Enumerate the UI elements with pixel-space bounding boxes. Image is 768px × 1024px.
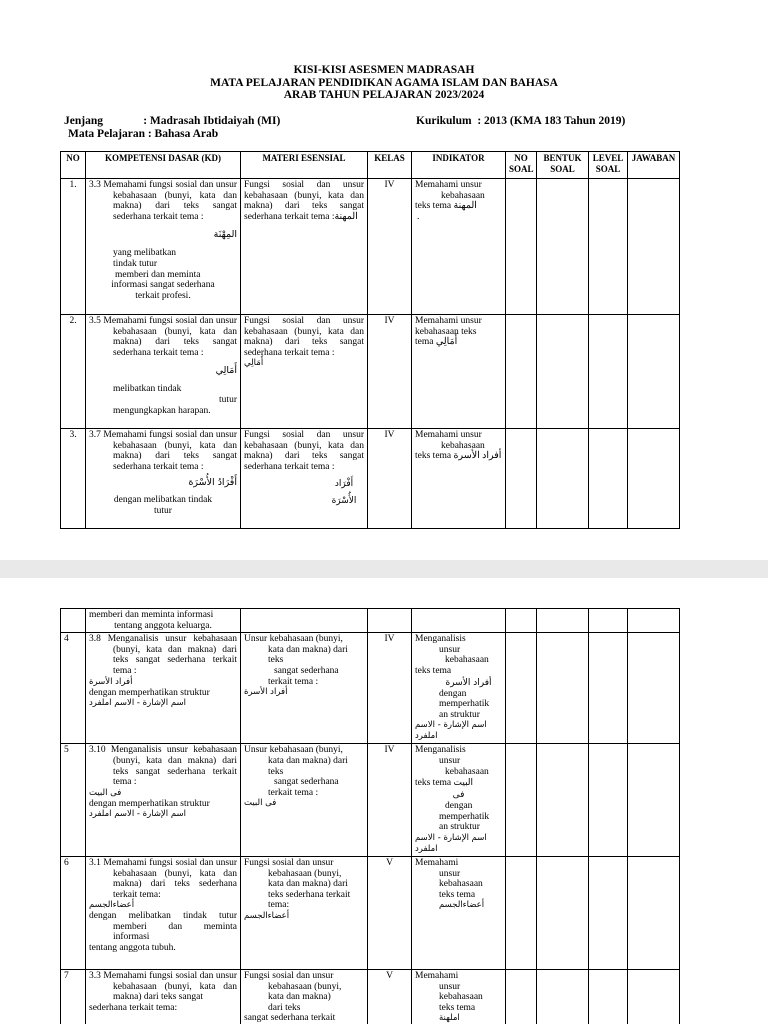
kd-arabic: أَفْرَادُ الأُسْرَة <box>188 477 237 489</box>
row-number: 6 <box>61 856 86 969</box>
kelas-cell: IV <box>368 315 412 429</box>
indikator-cell: Menganalisis unsur kebahasaan teks tema أفراد الأسرة dengan memperhatik an struktur اسم الإشارة - الاسم املفرد <box>412 633 506 744</box>
table-row <box>61 315 680 429</box>
kd-arabic: أعضاءالجسم <box>89 900 135 911</box>
table-row <box>61 969 680 1024</box>
kisi-kisi-table-page-1 <box>60 151 680 529</box>
kisi-kisi-table-page-2 <box>60 608 680 1024</box>
col-header-kd: KOMPETENSI DASAR (KD) <box>86 152 241 179</box>
materi-arabic: أَفْرَاد <box>334 479 354 490</box>
kelas-cell: IV <box>368 429 412 529</box>
kd-tail: mengungkapkan harapan. <box>113 405 211 416</box>
jawaban-cell <box>628 179 680 315</box>
bentuk-soal-cell <box>537 315 589 429</box>
kd-tail: tutur <box>219 394 237 405</box>
row-number: 1. <box>61 179 86 315</box>
page-gap <box>0 560 768 578</box>
level-soal-cell <box>589 429 628 529</box>
kurikulum-label: Kurikulum : 2013 (KMA 183 Tahun 2019) <box>416 115 626 127</box>
jawaban-cell <box>628 315 680 429</box>
materi-cell: Fungsi sosial dan unsur kebahasaan (bunyi, kata dan makna) dari teks sangat sederhana terkait tema : أَمَالِي <box>241 315 368 429</box>
table-header-row <box>61 152 680 179</box>
row-number: 7 <box>61 969 86 1024</box>
no-soal-cell <box>506 429 537 529</box>
col-header-no: NO <box>61 152 86 179</box>
jawaban-cell <box>628 429 680 529</box>
indikator-cell: Menganalisis unsur kebahasaan teks tema البيت فى dengan memperhatik an struktur اسم الإشارة - الاسم املفرد <box>412 744 506 857</box>
document-title-line-3: ARAB TAHUN PELAJARAN 2023/2024 <box>283 89 485 101</box>
kd-tail: melibatkan tindak <box>113 384 182 395</box>
kelas-cell: IV <box>368 633 412 744</box>
bentuk-soal-cell <box>537 429 589 529</box>
kd-arabic: أَمَالِي <box>215 365 237 377</box>
table-row <box>61 429 680 529</box>
col-header-no-soal: NO SOAL <box>506 152 537 179</box>
table-row <box>61 856 680 969</box>
kd-tail: yang melibatkan <box>113 248 177 259</box>
materi-cell: Fungsi sosial dan unsur kebahasaan (bunyi, kata dan makna) dari teks sangat sederhana terkait tema :المهنة <box>241 179 368 315</box>
indikator-cell: Memahami unsur kebahasaan teks tema املهنة <box>412 969 506 1024</box>
no-soal-cell <box>506 315 537 429</box>
materi-cell: Unsur kebahasaan (bunyi, kata dan makna) dari teks sangat sederhana terkait tema : فى البيت <box>241 744 368 857</box>
col-header-kelas: KELAS <box>368 152 412 179</box>
kelas-cell: IV <box>368 744 412 857</box>
table-row-continuation <box>61 609 680 633</box>
col-header-jawaban: JAWABAN <box>628 152 680 179</box>
row-number: 3. <box>61 429 86 529</box>
document-title-line-2: MATA PELAJARAN PENDIDIKAN AGAMA ISLAM DAN BAHASA <box>210 77 558 89</box>
kd-tail: dengan melibatkan tindak <box>113 495 213 506</box>
no-soal-cell <box>506 179 537 315</box>
kelas-cell: V <box>368 856 412 969</box>
kd-arabic: أفراد الأسرة <box>89 676 133 687</box>
materi-arabic: أَمَالِي <box>244 358 264 369</box>
table-row <box>61 744 680 857</box>
indikator-cell: Memahami unsur kebahasaan teks tema أفراد الأسرة <box>412 429 506 529</box>
document-title-line-1: KISI-KISI ASESMEN MADRASAH <box>293 64 475 76</box>
jenjang-label: Jenjang : Madrasah Ibtidaiyah (MI) <box>64 115 281 127</box>
kd-tail: terkait profesi. <box>135 290 191 301</box>
materi-arabic: أفراد الأسرة <box>244 687 288 698</box>
materi-cell: Fungsi sosial dan unsur kebahasaan (bunyi, kata dan makna) dari teks sederhana terkait tema: أعضاءالجسم <box>241 856 368 969</box>
kd-arabic: المِهْنَة <box>213 229 237 241</box>
col-header-bentuk-soal: BENTUK SOAL <box>537 152 589 179</box>
kd-tail: tindak tutur <box>113 258 158 269</box>
kd-cell <box>86 429 241 529</box>
row-number: 5 <box>61 744 86 857</box>
kd-tail: informasi sangat sederhana <box>111 280 215 291</box>
kd-text: 3.5 Memahami fungsi sosial dan unsur kebahasaan (bunyi, kata dan makna) dari teks sangat sederhana terkait tema : <box>89 316 237 358</box>
materi-arabic: أعضاءالجسم <box>244 910 290 921</box>
kd-cell <box>86 179 241 315</box>
row-number: 4 <box>61 633 86 744</box>
kd-cell <box>86 315 241 429</box>
level-soal-cell <box>589 315 628 429</box>
materi-cell: Fungsi sosial dan unsur kebahasaan (bunyi, kata dan makna) dari teks sangat sederhana terkait tema : أَفْرَاد الأُسْرَة <box>241 429 368 529</box>
kd-text: 3.3 Memahami fungsi sosial dan unsur kebahasaan (bunyi, kata dan makna) dari teks sangat sederhana terkait tema : <box>89 180 237 222</box>
indikator-cell: Memahami unsur kebahasaan teks tema أعضاءالجسم <box>412 856 506 969</box>
col-header-level-soal: LEVEL SOAL <box>589 152 628 179</box>
kd-arabic: فى البيت <box>89 787 122 798</box>
level-soal-cell <box>589 179 628 315</box>
kd-cell: 3.3 Memahami fungsi sosial dan unsur kebahasaan (bunyi, kata dan makna) dari teks sangat sederhana terkait tema: <box>86 969 241 1024</box>
kd-cell: 3.10 Menganalisis unsur kebahasaan (bunyi, kata dan makna) dari teks sangat sederhana terkait tema : فى البيت dengan memperhatikan struktur اسم الإشارة - الاسم املفرد <box>86 744 241 857</box>
kd-cell: 3.1 Memahami fungsi sosial dan unsur kebahasaan (bunyi, kata dan makna) dari teks sederhana terkait tema: أعضاءالجسم dengan melibatkan tindak tutur memberi dan meminta informasi tentang anggota tubuh. <box>86 856 241 969</box>
kd-arabic: اسم الإشارة - الاسم املفرد <box>89 809 186 820</box>
materi-cell: Unsur kebahasaan (bunyi, kata dan makna) dari teks sangat sederhana terkait tema : أفراد الأسرة <box>241 633 368 744</box>
materi-cell: Fungsi sosial dan unsur kebahasaan (bunyi, kata dan makna) dari teks sangat sederhana terkait <box>241 969 368 1024</box>
materi-arabic: الأُسْرَة <box>331 496 357 507</box>
kd-tail: tutur <box>154 505 172 516</box>
document-page-2 <box>0 578 768 1024</box>
row-number: 2. <box>61 315 86 429</box>
mata-pelajaran-label: Mata Pelajaran : Bahasa Arab <box>68 128 219 140</box>
kelas-cell: V <box>368 969 412 1024</box>
kd-cell: 3.8 Menganalisis unsur kebahasaan (bunyi, kata dan makna) dari teks sangat sederhana terkait tema : أفراد الأسرة dengan memperhatikan struktur اسم الإشارة - الاسم املفرد <box>86 633 241 744</box>
kd-tail: memberi dan meminta <box>115 269 201 280</box>
kd-arabic: اسم الإشارة - الاسم املفرد <box>89 698 186 709</box>
col-header-indikator: INDIKATOR <box>412 152 506 179</box>
bentuk-soal-cell <box>537 179 589 315</box>
kd-text: 3.7 Memahami fungsi sosial dan unsur kebahasaan (bunyi, kata dan makna) dari teks sangat sederhana terkait tema : <box>89 430 237 472</box>
kd-cell: memberi dan meminta informasi tentang anggota keluarga. <box>86 609 241 633</box>
kelas-cell: IV <box>368 179 412 315</box>
table-row <box>61 179 680 315</box>
materi-arabic: فى البيت <box>244 798 277 809</box>
col-header-materi: MATERI ESENSIAL <box>241 152 368 179</box>
table-row <box>61 633 680 744</box>
indikator-cell: Memahami unsur kebahasaan teks tema المهنة . <box>412 179 506 315</box>
indikator-cell: Memahami unsur kebahasaan teks tema أَمَالِي <box>412 315 506 429</box>
